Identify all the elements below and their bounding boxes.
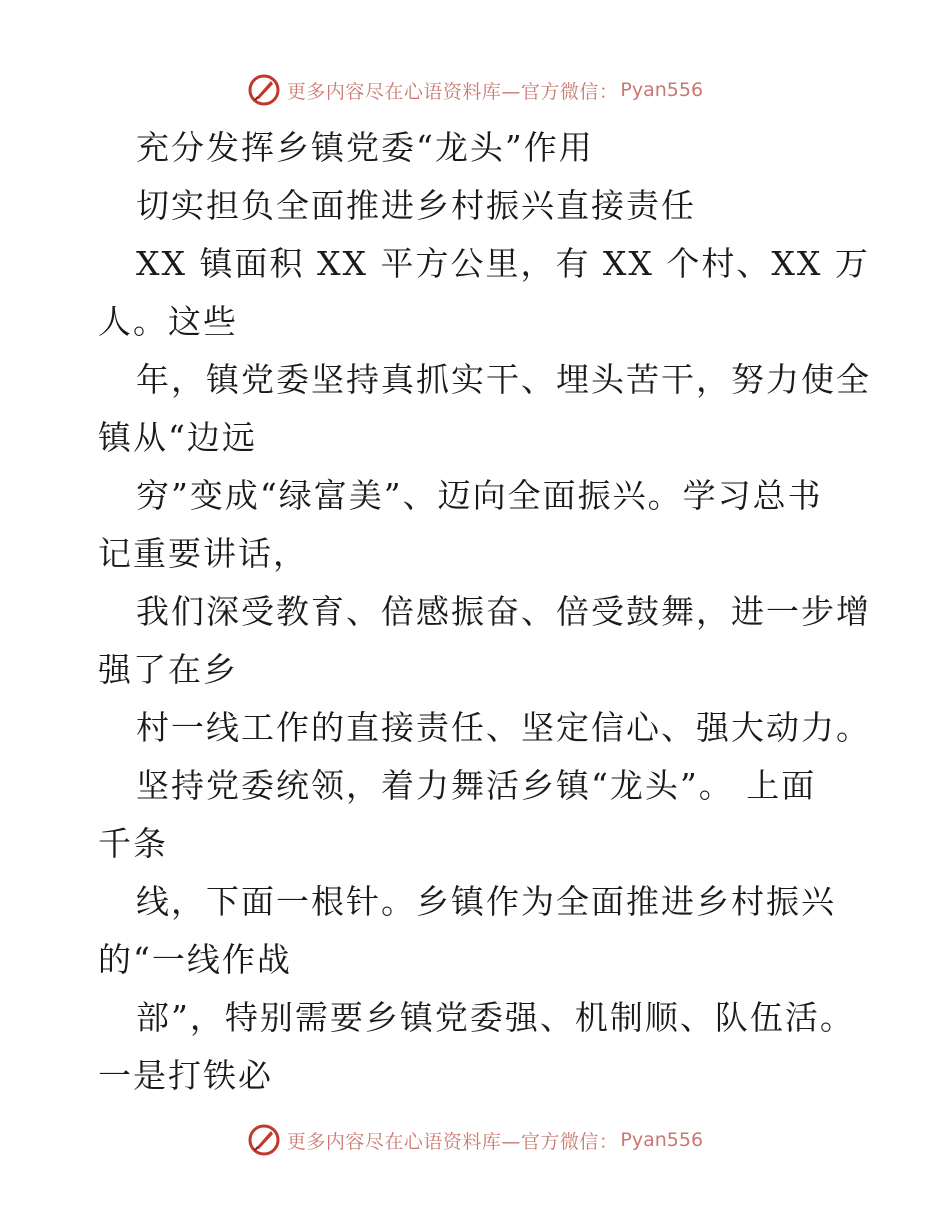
text-line: XX 镇面积 XX 平方公里，有 XX 个村、XX 万 [136,244,870,283]
text-line: 切实担负全面推进乡村振兴直接责任 [136,186,696,225]
watermark-wechat-id: Pyan556 [620,79,704,101]
text-line: 的“一线作战 [98,940,292,979]
quill-logo-icon [247,73,281,107]
text-line: 人。这些 [98,302,238,341]
text-line: 镇从“边远 [98,418,257,457]
text-line: 穷”变成“绿富美”、迈向全面振兴。学习总书 [136,476,823,515]
watermark-text: 更多内容尽在心语资料库—官方微信： [286,1130,619,1153]
quill-logo-icon [247,1123,281,1157]
text-line: 强了在乡 [98,650,238,689]
text-line: 坚持党委统领，着力舞活乡镇“龙头”。 上面 [136,766,817,805]
text-line: 线，下面一根针。乡镇作为全面推进乡村振兴 [136,882,836,921]
text-line: 部”，特别需要乡镇党委强、机制顺、队伍活。 [136,998,855,1037]
text-line: 村一线工作的直接责任、坚定信心、强大动力。 [136,708,871,747]
text-line: 记重要讲话， [98,534,308,573]
text-line: 一是打铁必 [98,1056,273,1095]
text-line: 充分发挥乡镇党委“龙头”作用 [136,128,594,167]
footer-watermark [0,1120,950,1160]
document-body [98,119,871,1105]
text-line: 我们深受教育、倍感振奋、倍受鼓舞，进一步增 [136,592,871,631]
text-line: 千条 [98,824,168,863]
header-watermark [0,70,950,110]
text-line: 年，镇党委坚持真抓实干、埋头苦干，努力使全 [136,360,871,399]
watermark-text: 更多内容尽在心语资料库—官方微信： [286,80,619,103]
watermark-wechat-id: Pyan556 [620,1129,704,1151]
